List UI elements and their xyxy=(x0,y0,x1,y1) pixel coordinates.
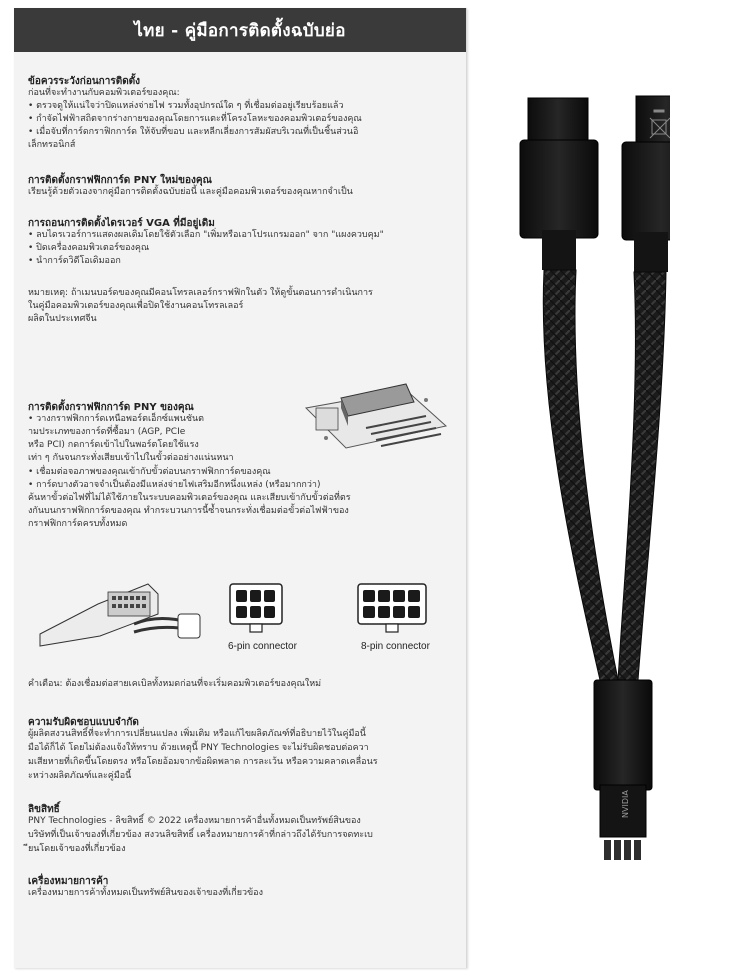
install-card-line: • การ์ดบางตัวอาจจำเป็นต้องมีแหล่งจ่ายไฟเสริมอีกหนึ่งแหล่ง (หรือมากกว่า) xyxy=(28,480,321,490)
power-adapter-cable xyxy=(500,80,670,880)
liability-heading: ความรับผิดชอบแบบจำกัด xyxy=(28,717,139,728)
precautions-line: ก่อนที่จะทำงานกับคอมพิวเตอร์ของคุณ: xyxy=(28,88,180,98)
install-new-heading: การติดตั้งกราฟฟิกการ์ด PNY ใหม่ของคุณ xyxy=(28,175,212,186)
right-braided-cable xyxy=(618,272,666,680)
install-card-line: หรือ PCI) กดการ์ดเข้าไปในพอร์ตโดยใช้แรง xyxy=(28,440,199,450)
copyright-line: ียนโดยเจ้าของที่เกี่ยวข้อง xyxy=(28,844,126,854)
uninstall-line: • ลบไดรเวอร์การแสดงผลเดิมโดยใช้ตัวเลือก "เพิ่มหรือเอาโปรแกรมออก" จาก "แผงควบคุม" xyxy=(28,230,384,240)
install-card-line: กราฟฟิกการ์ดครบทั้งหมด xyxy=(28,519,128,529)
liability-line: มเสียหายที่เกิดขึ้นโดยตรง หรือโดยอ้อมจากข้อผิดพลาด การละเว้น หรือความคลาดเคลื่อนร xyxy=(28,757,378,767)
uninstall-heading: การถอนการติดตั้งไดรเวอร์ VGA ที่มีอยู่เดิม xyxy=(28,218,215,229)
install-card-line: เท่า ๆ กันจนกระทั่งเสียบเข้าไปในขั้วต่ออย่างแน่นหนา xyxy=(28,453,234,463)
install-card-line: ามประเภทของการ์ดที่ซื้อมา (AGP, PCIe xyxy=(28,427,186,437)
note-line: หมายเหตุ: ถ้าเมนบอร์ดของคุณมีคอนโทรลเลอร์กราฟฟิกในตัว ให้ดูขั้นตอนการดำเนินการ xyxy=(28,288,373,298)
liability-line: มือได้ก็ได้ โดยไม่ต้องแจ้งให้ทราบ ด้วยเหตุนี้ PNY Technologies จะไม่รับผิดชอบต่อควา xyxy=(28,743,369,753)
copyright-line: บริษัทที่เป็นเจ้าของที่เกี่ยวข้อง สงวนลิขสิทธิ์ เครื่องหมายการค้าที่กล่าวถึงได้รับการจดทะเบ xyxy=(28,830,373,840)
liability-line: ผู้ผลิตสงวนสิทธิ์ที่จะทำการเปลี่ยนแปลง เพิ่มเติม หรือแก้ไขผลิตภัณฑ์ที่อธิบายไว้ในคู่มือนี้ xyxy=(28,729,366,739)
liability-line: ะหว่างผลิตภัณฑ์และคู่มือนี้ xyxy=(28,771,132,781)
right-input-connector xyxy=(622,96,670,272)
quick-install-manual xyxy=(14,8,467,968)
left-input-connector xyxy=(520,98,598,270)
precautions-line: • ตรวจดูให้แน่ใจว่าปิดแหล่งจ่ายไฟ รวมทั้งอุปกรณ์ใด ๆ ที่เชื่อมต่ออยู่เรียบร้อยแล้ว xyxy=(28,101,344,111)
precautions-line: • กำจัดไฟฟ้าสถิตจากร่างกายของคุณโดยการแตะที่โครงโลหะของคอมพิวเตอร์ของคุณ xyxy=(28,114,362,124)
uninstall-line: • ปิดเครื่องคอมพิวเตอร์ของคุณ xyxy=(28,243,150,253)
install-card-line: • วางกราฟฟิกการ์ดเหนือพอร์ตเอ็กซ์แพนชันต xyxy=(28,414,204,424)
warning-line: คำเตือน: ต้องเชื่อมต่อสายเคเบิลทั้งหมดก่อนที่จะเริ่มคอมพิวเตอร์ของคุณใหม่ xyxy=(28,679,322,689)
six-pin-caption: 6-pin connector xyxy=(228,641,297,652)
trademarks-line: เครื่องหมายการค้าทั้งหมดเป็นทรัพย์สินของเจ้าของที่เกี่ยวข้อง xyxy=(28,888,263,898)
note-line: ผลิตในประเทศจีน xyxy=(28,314,97,324)
manual-title: ไทย - คู่มือการติดตั้งฉบับย่อ xyxy=(14,8,466,52)
install-card-line: ค้นหาขั้วต่อไฟที่ไม่ได้ใช้ภายในระบบคอมพิวเตอร์ของคุณ และเสียบเข้ากับขั้วต่อที่ตร xyxy=(28,493,351,503)
eight-pin-connector-diagram xyxy=(356,582,428,634)
six-pin-connector-diagram xyxy=(228,582,284,634)
install-card-line: • เชื่อมต่อจอภาพของคุณเข้ากับขั้วต่อบนกราฟฟิกการ์ดของคุณ xyxy=(28,467,271,477)
copyright-heading: ลิขสิทธิ์ xyxy=(28,804,60,815)
gpu-install-illustration xyxy=(296,368,456,458)
nvidia-logo-text: NVIDIA xyxy=(621,790,630,818)
install-new-line: เรียนรู้ด้วยตัวเองจากคู่มือการติดตั้งฉบับย่อนี้ และคู่มือคอมพิวเตอร์ของคุณหากจำเป็น xyxy=(28,187,353,197)
trademarks-heading: เครื่องหมายการค้า xyxy=(28,876,109,887)
left-braided-cable xyxy=(543,270,618,680)
uninstall-line: • นำการ์ดวิดีโอเดิมออก xyxy=(28,256,121,266)
install-card-line: งกันบนกราฟฟิกการ์ดของคุณ ทำกระบวนการนี้ซ้ำจนกระทั่งเชื่อมต่อขั้วต่อไฟฟ้าของ xyxy=(28,506,349,516)
eight-pin-caption: 8-pin connector xyxy=(361,641,430,652)
precautions-heading: ข้อควรระวังก่อนการติดตั้ง xyxy=(28,76,141,87)
output-12pin-connector xyxy=(594,680,652,860)
copyright-line: PNY Technologies - ลิขสิทธิ์ © 2022 เครื่องหมายการค้าอื่นทั้งหมดเป็นทรัพย์สินของ xyxy=(28,816,361,826)
power-supply-illustration xyxy=(38,574,208,654)
install-card-heading: การติดตั้งกราฟฟิกการ์ด PNY ของคุณ xyxy=(28,402,194,413)
note-line: ในคู่มือคอมพิวเตอร์ของคุณเพื่อปิดใช้งานคอนโทรลเลอร์ xyxy=(28,301,244,311)
precautions-line: • เมื่อจับที่การ์ดกราฟิกการ์ด ให้จับที่ขอบ และหลีกเลี่ยงการสัมผัสบริเวณที่เป็นชิ้นส่วนอิ xyxy=(28,127,359,137)
precautions-line: เล็กทรอนิกส์ xyxy=(28,140,76,150)
